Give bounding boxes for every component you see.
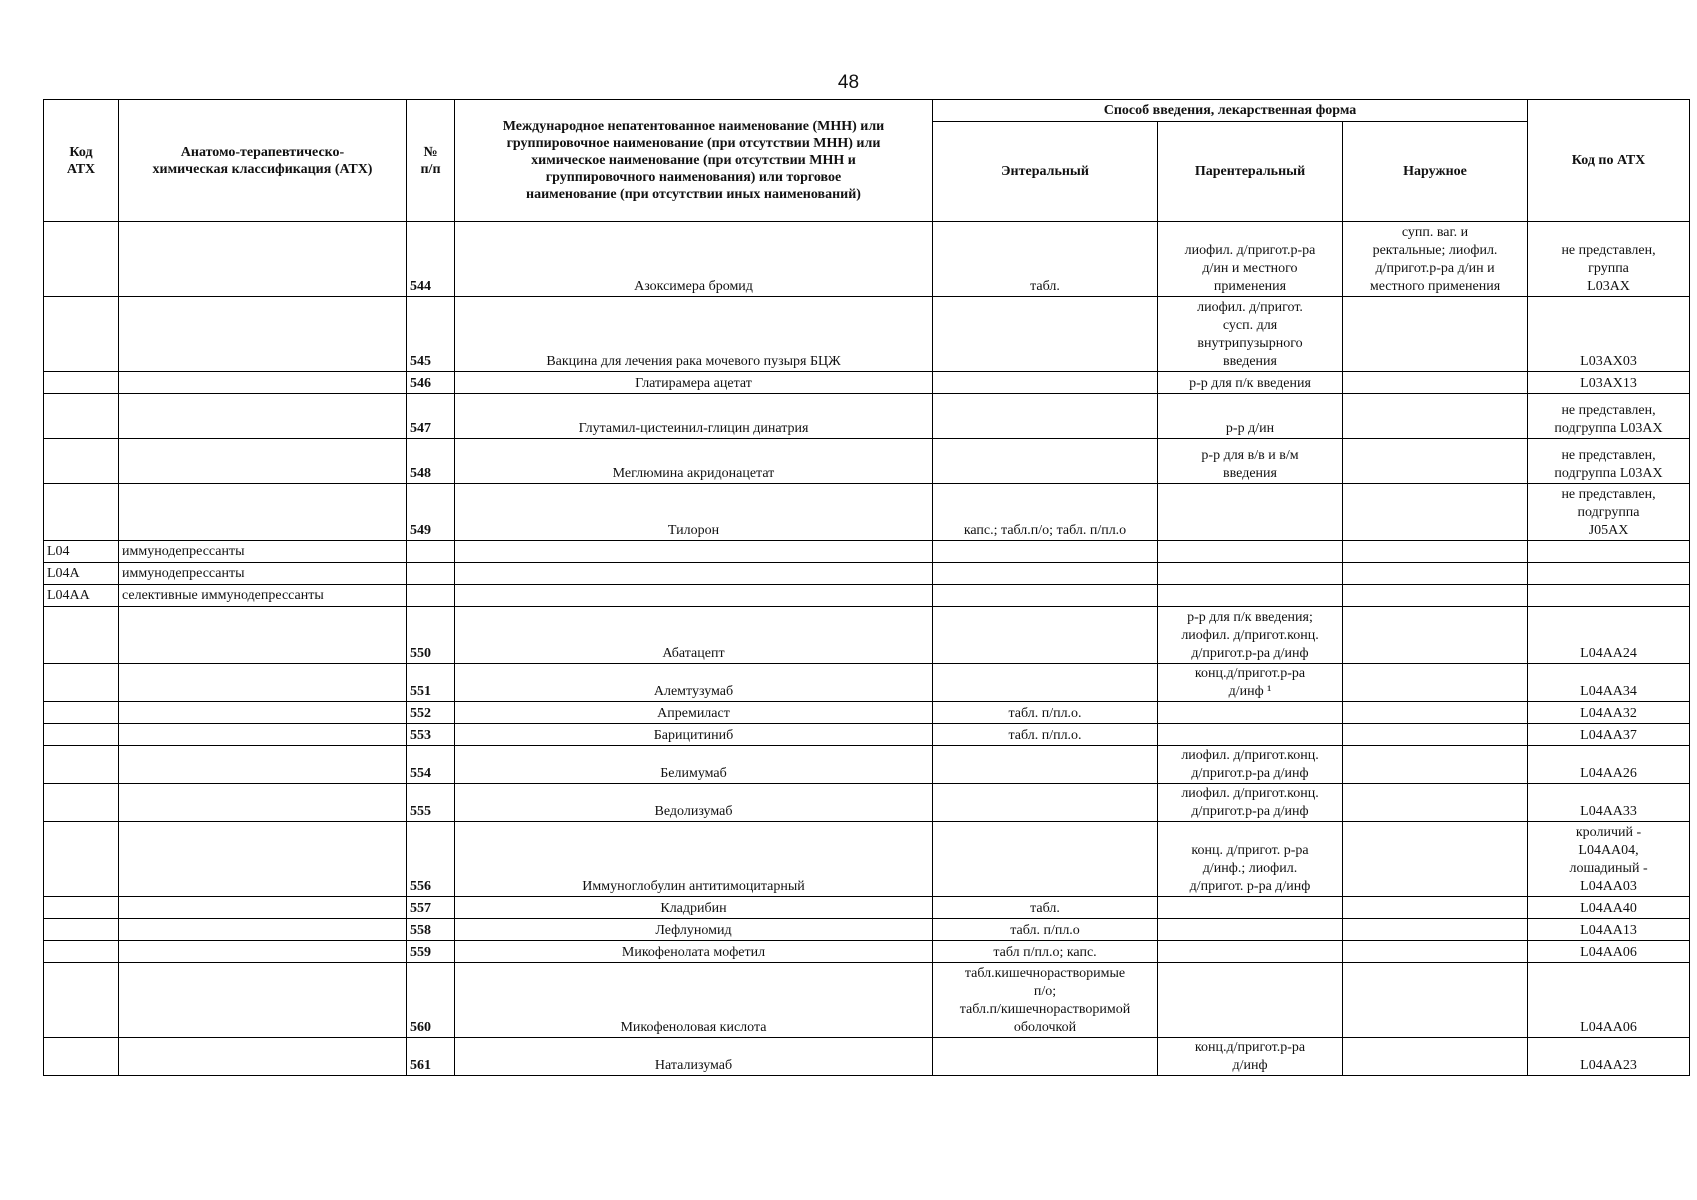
cell-nar	[1343, 724, 1528, 746]
cell-nar	[1343, 702, 1528, 724]
cell-cls	[119, 297, 407, 372]
cell-atx: L03AX13	[1528, 372, 1690, 394]
cell-par	[1158, 585, 1343, 607]
table-row	[44, 585, 1690, 607]
cell-code	[44, 702, 119, 724]
cell-par	[1158, 724, 1343, 746]
cell-name: Вакцина для лечения рака мочевого пузыря БЦЖ	[455, 297, 933, 372]
cell-num: 547	[407, 394, 455, 439]
cell-cls: селективные иммунодепрессанты	[119, 585, 407, 607]
cell-code	[44, 439, 119, 484]
table-row	[44, 941, 1690, 963]
cell-nar	[1343, 664, 1528, 702]
cell-nar	[1343, 563, 1528, 585]
cell-code	[44, 897, 119, 919]
cell-atx: L04AA06	[1528, 963, 1690, 1038]
cell-num	[407, 541, 455, 563]
table-row	[44, 702, 1690, 724]
cell-atx: L04AA13	[1528, 919, 1690, 941]
cell-num: 561	[407, 1038, 455, 1076]
table-row	[44, 897, 1690, 919]
cell-code	[44, 372, 119, 394]
cell-cls	[119, 394, 407, 439]
header-parenteral: Парентеральный	[1158, 122, 1343, 222]
cell-ent: табл.	[933, 222, 1158, 297]
cell-code	[44, 919, 119, 941]
cell-code	[44, 1038, 119, 1076]
cell-ent: табл.	[933, 897, 1158, 919]
page-number: 48	[837, 72, 860, 93]
cell-name: Апремиласт	[455, 702, 933, 724]
cell-cls	[119, 963, 407, 1038]
cell-code: L04AA	[44, 585, 119, 607]
cell-code	[44, 746, 119, 784]
cell-atx: L04AA40	[1528, 897, 1690, 919]
cell-code	[44, 484, 119, 541]
header-name: Международное непатентованное наименование (МНН) или группировочное наименование (при отсутствии МНН) или химическое наименование (при отсутствии МНН и группировочного наименования) или торговое наименование (при отсутствии иных наименований)	[455, 100, 933, 222]
table-row	[44, 919, 1690, 941]
table-row	[44, 222, 1690, 297]
cell-par: р-р д/ин	[1158, 394, 1343, 439]
cell-cls	[119, 664, 407, 702]
cell-name	[455, 541, 933, 563]
header-number: № п/п	[407, 100, 455, 222]
cell-nar	[1343, 784, 1528, 822]
cell-ent: табл.кишечнорастворимые п/о; табл.п/кишечнорастворимой оболочкой	[933, 963, 1158, 1038]
cell-num: 549	[407, 484, 455, 541]
cell-name	[455, 585, 933, 607]
cell-ent	[933, 372, 1158, 394]
cell-atx: L04AA06	[1528, 941, 1690, 963]
cell-par: лиофил. д/пригот.конц. д/пригот.р-ра д/инф	[1158, 746, 1343, 784]
cell-code	[44, 664, 119, 702]
table-row	[44, 724, 1690, 746]
cell-atx: L04AA32	[1528, 702, 1690, 724]
cell-atx: не представлен, группа L03AX	[1528, 222, 1690, 297]
cell-num: 555	[407, 784, 455, 822]
cell-ent: капс.; табл.п/о; табл. п/пл.о	[933, 484, 1158, 541]
cell-ent	[933, 297, 1158, 372]
table-body	[44, 222, 1690, 1076]
cell-atx: L04AA24	[1528, 607, 1690, 664]
cell-par: лиофил. д/пригот.конц. д/пригот.р-ра д/инф	[1158, 784, 1343, 822]
cell-cls	[119, 746, 407, 784]
cell-num: 548	[407, 439, 455, 484]
cell-par	[1158, 541, 1343, 563]
cell-ent	[933, 1038, 1158, 1076]
cell-name: Белимумаб	[455, 746, 933, 784]
cell-ent	[933, 585, 1158, 607]
cell-code: L04	[44, 541, 119, 563]
cell-nar	[1343, 963, 1528, 1038]
cell-name	[455, 563, 933, 585]
cell-atx: L03AX03	[1528, 297, 1690, 372]
cell-cls	[119, 724, 407, 746]
cell-nar	[1343, 941, 1528, 963]
cell-atx: L04AA37	[1528, 724, 1690, 746]
header-atx-code: Код по АТХ	[1528, 100, 1690, 222]
cell-num: 544	[407, 222, 455, 297]
cell-atx	[1528, 541, 1690, 563]
table-row	[44, 1038, 1690, 1076]
cell-num: 560	[407, 963, 455, 1038]
cell-nar	[1343, 484, 1528, 541]
cell-cls	[119, 784, 407, 822]
cell-ent	[933, 746, 1158, 784]
cell-cls	[119, 222, 407, 297]
cell-num: 559	[407, 941, 455, 963]
header-external: Наружное	[1343, 122, 1528, 222]
cell-ent	[933, 541, 1158, 563]
cell-code: L04A	[44, 563, 119, 585]
cell-num	[407, 585, 455, 607]
cell-ent	[933, 822, 1158, 897]
table-row	[44, 664, 1690, 702]
cell-ent: табл. п/пл.о.	[933, 724, 1158, 746]
cell-name: Меглюмина акридонацетат	[455, 439, 933, 484]
cell-name: Иммуноглобулин антитимоцитарный	[455, 822, 933, 897]
cell-code	[44, 784, 119, 822]
cell-par: лиофил. д/пригот. сусп. для внутрипузырного введения	[1158, 297, 1343, 372]
cell-num: 552	[407, 702, 455, 724]
cell-nar	[1343, 919, 1528, 941]
cell-ent	[933, 607, 1158, 664]
cell-atx: L04AA26	[1528, 746, 1690, 784]
cell-num: 554	[407, 746, 455, 784]
cell-cls	[119, 484, 407, 541]
cell-num: 558	[407, 919, 455, 941]
cell-num	[407, 563, 455, 585]
cell-name: Микофеноловая кислота	[455, 963, 933, 1038]
cell-cls	[119, 372, 407, 394]
cell-num: 556	[407, 822, 455, 897]
cell-code	[44, 724, 119, 746]
cell-atx	[1528, 563, 1690, 585]
cell-nar	[1343, 607, 1528, 664]
cell-ent	[933, 664, 1158, 702]
cell-par	[1158, 919, 1343, 941]
cell-ent	[933, 784, 1158, 822]
cell-name: Микофенолата мофетил	[455, 941, 933, 963]
table-row	[44, 746, 1690, 784]
table-row	[44, 297, 1690, 372]
cell-name: Абатацепт	[455, 607, 933, 664]
cell-name: Кладрибин	[455, 897, 933, 919]
cell-code	[44, 297, 119, 372]
cell-name: Барицитиниб	[455, 724, 933, 746]
cell-par	[1158, 484, 1343, 541]
cell-code	[44, 941, 119, 963]
cell-ent: табл. п/пл.о.	[933, 702, 1158, 724]
cell-par	[1158, 963, 1343, 1038]
table-row	[44, 439, 1690, 484]
cell-atx: не представлен, подгруппа L03AX	[1528, 439, 1690, 484]
cell-cls	[119, 897, 407, 919]
cell-nar	[1343, 541, 1528, 563]
cell-nar	[1343, 897, 1528, 919]
cell-par	[1158, 897, 1343, 919]
cell-par: конц.д/пригот.р-ра д/инф ¹	[1158, 664, 1343, 702]
table-row	[44, 394, 1690, 439]
cell-code	[44, 963, 119, 1038]
table-row	[44, 541, 1690, 563]
cell-name: Азоксимера бромид	[455, 222, 933, 297]
drug-table	[43, 99, 1690, 1076]
cell-code	[44, 607, 119, 664]
table-row	[44, 563, 1690, 585]
cell-name: Глатирамера ацетат	[455, 372, 933, 394]
cell-cls	[119, 1038, 407, 1076]
cell-cls	[119, 822, 407, 897]
cell-atx: L04AA34	[1528, 664, 1690, 702]
header-classification: Анатомо-терапевтическо- химическая классификация (АТХ)	[119, 100, 407, 222]
cell-cls	[119, 919, 407, 941]
cell-atx: не представлен, подгруппа L03AX	[1528, 394, 1690, 439]
cell-atx: L04AA33	[1528, 784, 1690, 822]
cell-name: Лефлуномид	[455, 919, 933, 941]
cell-atx: кроличий - L04AA04, лошадиный - L04AA03	[1528, 822, 1690, 897]
cell-nar	[1343, 297, 1528, 372]
cell-cls	[119, 439, 407, 484]
table-header	[44, 100, 1690, 222]
cell-cls	[119, 702, 407, 724]
cell-cls: иммунодепрессанты	[119, 563, 407, 585]
cell-nar	[1343, 439, 1528, 484]
cell-par: конц.д/пригот.р-ра д/инф	[1158, 1038, 1343, 1076]
cell-num: 551	[407, 664, 455, 702]
table-row	[44, 372, 1690, 394]
table-row	[44, 784, 1690, 822]
cell-atx: L04AA23	[1528, 1038, 1690, 1076]
cell-num: 546	[407, 372, 455, 394]
cell-num: 550	[407, 607, 455, 664]
table-row	[44, 963, 1690, 1038]
cell-code	[44, 822, 119, 897]
cell-nar: супп. ваг. и ректальные; лиофил. д/пригот.р-ра д/ин и местного применения	[1343, 222, 1528, 297]
cell-nar	[1343, 394, 1528, 439]
cell-code	[44, 222, 119, 297]
cell-nar	[1343, 1038, 1528, 1076]
cell-name: Алемтузумаб	[455, 664, 933, 702]
table-row	[44, 822, 1690, 897]
cell-name: Ведолизумаб	[455, 784, 933, 822]
cell-par	[1158, 563, 1343, 585]
cell-code	[44, 394, 119, 439]
cell-par: р-р для п/к введения; лиофил. д/пригот.конц. д/пригот.р-ра д/инф	[1158, 607, 1343, 664]
cell-nar	[1343, 372, 1528, 394]
cell-par: р-р для в/в и в/м введения	[1158, 439, 1343, 484]
cell-ent	[933, 394, 1158, 439]
cell-name: Натализумаб	[455, 1038, 933, 1076]
cell-num: 545	[407, 297, 455, 372]
table-row	[44, 484, 1690, 541]
cell-name: Глутамил-цистеинил-глицин динатрия	[455, 394, 933, 439]
header-enteral: Энтеральный	[933, 122, 1158, 222]
cell-par: р-р для п/к введения	[1158, 372, 1343, 394]
cell-ent	[933, 563, 1158, 585]
cell-par: конц. д/пригот. р-ра д/инф.; лиофил. д/пригот. р-ра д/инф	[1158, 822, 1343, 897]
cell-name: Тилорон	[455, 484, 933, 541]
cell-num: 553	[407, 724, 455, 746]
table-row	[44, 607, 1690, 664]
cell-nar	[1343, 585, 1528, 607]
cell-atx	[1528, 585, 1690, 607]
cell-atx: не представлен, подгруппа J05AX	[1528, 484, 1690, 541]
cell-cls	[119, 941, 407, 963]
cell-ent: табл п/пл.о; капс.	[933, 941, 1158, 963]
cell-nar	[1343, 746, 1528, 784]
cell-par	[1158, 941, 1343, 963]
cell-par: лиофил. д/пригот.р-ра д/ин и местного применения	[1158, 222, 1343, 297]
cell-par	[1158, 702, 1343, 724]
cell-ent	[933, 439, 1158, 484]
cell-cls	[119, 607, 407, 664]
cell-cls: иммунодепрессанты	[119, 541, 407, 563]
cell-nar	[1343, 822, 1528, 897]
cell-ent: табл. п/пл.о	[933, 919, 1158, 941]
header-code: Код АТХ	[44, 100, 119, 222]
header-route-group: Способ введения, лекарственная форма	[933, 100, 1528, 122]
cell-num: 557	[407, 897, 455, 919]
